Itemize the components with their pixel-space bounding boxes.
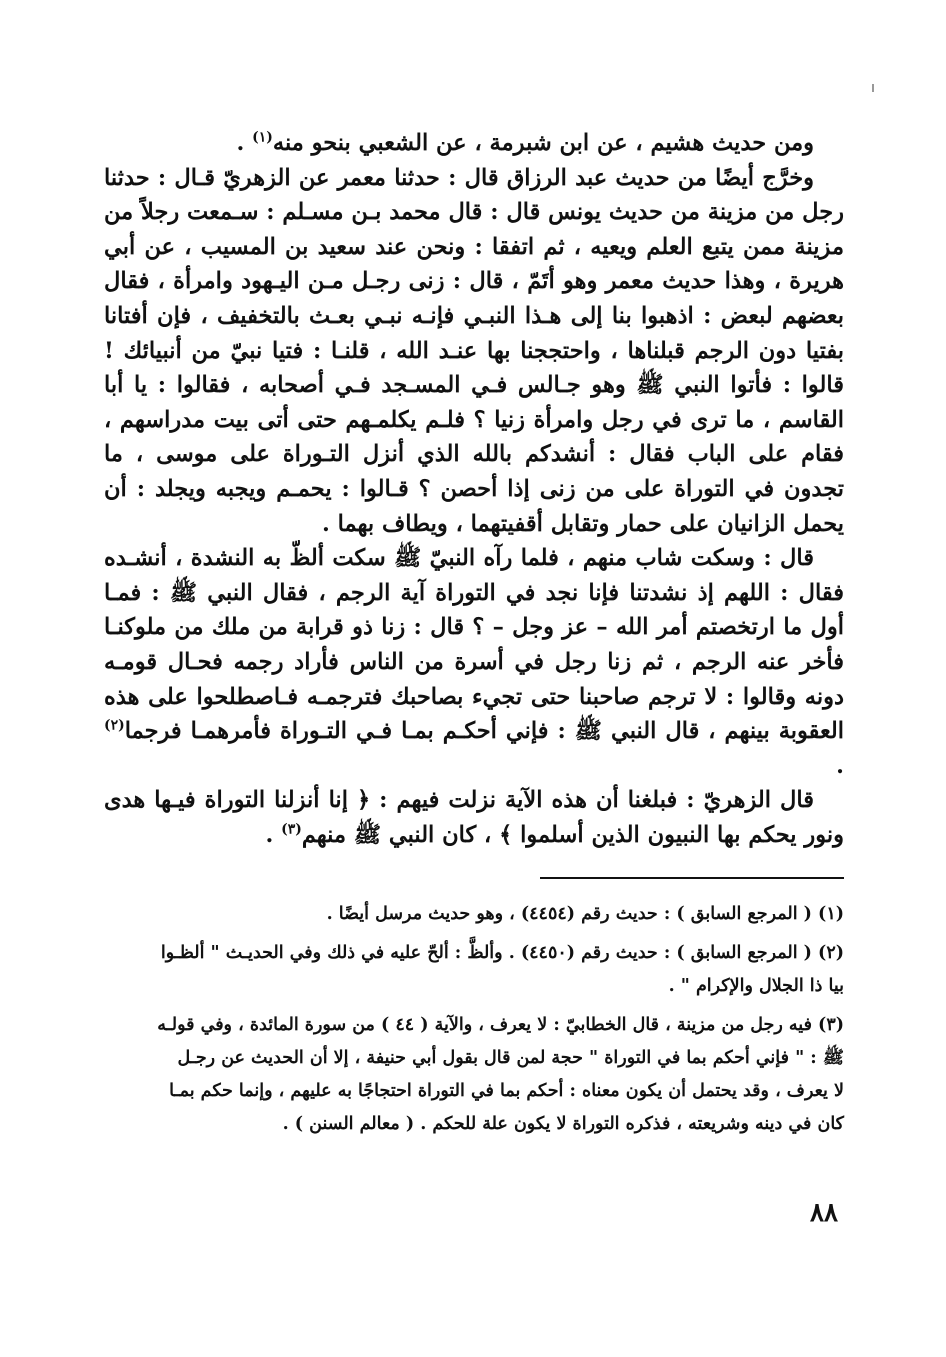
quran-verse: ﴿ إنا أنزلنا التوراة فيـها هدى ونور يحكم بها النبيون الذين أسلموا ﴾ [104, 787, 844, 848]
scan-speck [872, 84, 874, 92]
page-number: ٨٨ [810, 1198, 838, 1228]
footnote-separator [540, 877, 844, 879]
footnote-ref-1[interactable]: (١) [252, 129, 273, 146]
paragraph-4: قال الزهريّ : فبلغنا أن هذه الآية نزلت فيهم : ﴿ إنا أنزلنا التوراة فيـها هدى ونور يحكم بها النبيون الذين أسلموا ﴾ ، كان النبي ﷺ منهم$^{(٣)}$ . [104, 787, 844, 848]
footnote-3: (٣) فيه رجل من مزينة ، قال الخطابيّ : لا يعرف ، والآية ( ٤٤ ) من سورة المائدة ، وفي قولـه ﷺ : " فإني أحكم بما في التوراة " حجة لمن قال بقول أبي حنيفة ، إلا أن الحديث عن رجـل لا يعرف ، وقد يحتمل أن يكون معناه : أحكم بما في التوراة احتجاجًا به عليهم ، وإنما حكم بمـا كان في دينه وشريعته ، فذكره التوراة لا يكون علة للحكم . ( معالم السنن ) . [157, 1015, 844, 1134]
footnote-ref-3[interactable]: (٣) [281, 821, 302, 838]
main-text-block [104, 126, 844, 852]
footnotes-block [104, 898, 844, 1147]
paragraph-1: ومن حديث هشيم ، عن ابن شبرمة ، عن الشعبي بنحو منه$^{(١)}$ . [236, 129, 814, 156]
footnote-ref-2[interactable]: (٢) [104, 717, 125, 734]
paragraph-2: وخرَّج أيضًا من حديث عبد الرزاق قال : حدثنا معمر عن الزهريّ قـال : حدثنا رجل من مزينة من حديث يونس قال : قال محمد بـن مسـلم : سـمعت رجلاً من مزينة ممن يتبع العلم ويعيه ، ثم اتفقا : ونحن عند سعيد بن المسيب ، عن أبي هريرة ، وهذا حديث معمر وهو أتَمّ ، قال : زنى رجـل مـن اليـهود وامرأة ، فقال بعضهم لبعض : اذهبوا بنا إلى هـذا النبـي فإنـه نبـي بعـث بالتخفيف ، فإن أفتانا بفتيا دون الرجم قبلناها ، واحتججنا بها عنـد الله ، قلنـا : فتيا نبيّ من أنبيائك ! قالوا : فأتوا النبي ﷺ وهو جـالس فـي المسـجد فـي أصحابه ، فقالوا : يا أبا القاسم ، ما ترى في رجل وامرأة زنيا ؟ فلـم يكلمـهم حتى أتى بيت مدراسهم ، فقام على الباب فقال : أنشدكم بالله الذي أنزل التـوراة على موسى ، ما تجدون في التوراة على من زنى إذا أحصن ؟ قـالوا : يحمـم ويجبه ويجلد : أن يحمل الزانيان على حمار وتقابل أقفيتهما ، ويطاف بهما . [104, 164, 844, 537]
paragraph-3: قال : وسكت شاب منهم ، فلما رآه النبيّ ﷺ سكت ألظّ به النشدة ، أنشـده فقال : اللهم إذ نشدتنا فإنا نجد في التوراة آية الرجم ، فقال النبي ﷺ : فمـا أول ما ارتخصتم أمر الله – عز وجل – ؟ قال : زنا ذو قرابة من ملك من ملوكنـا فأخر عنه الرجم ، ثم زنا رجل في أسرة من الناس فأراد رجمه فحـال قومـه دونه وقالوا : لا ترجم صاحبنا حتى تجيء بصاحبك فترجمـه فـاصطلحوا على هذه العقوبة بينهم ، قال النبي ﷺ : فإني أحكـم بمـا فـي التـوراة فأمرهمـا فرجما$^{(٢)}$ . [104, 545, 844, 779]
footnote-1: (١) ( المرجع السابق ) : حديث رقم (٤٤٥٤) ، وهو حديث مرسل أيضًا . [326, 904, 844, 924]
footnote-2: (٢) ( المرجع السابق ) : حديث رقم (٤٤٥٠) . وألظَّ : ألحّ عليه في ذلك وفي الحديـث " ألظـوا بيا ذا الجلال والإكرام " . [160, 943, 844, 996]
